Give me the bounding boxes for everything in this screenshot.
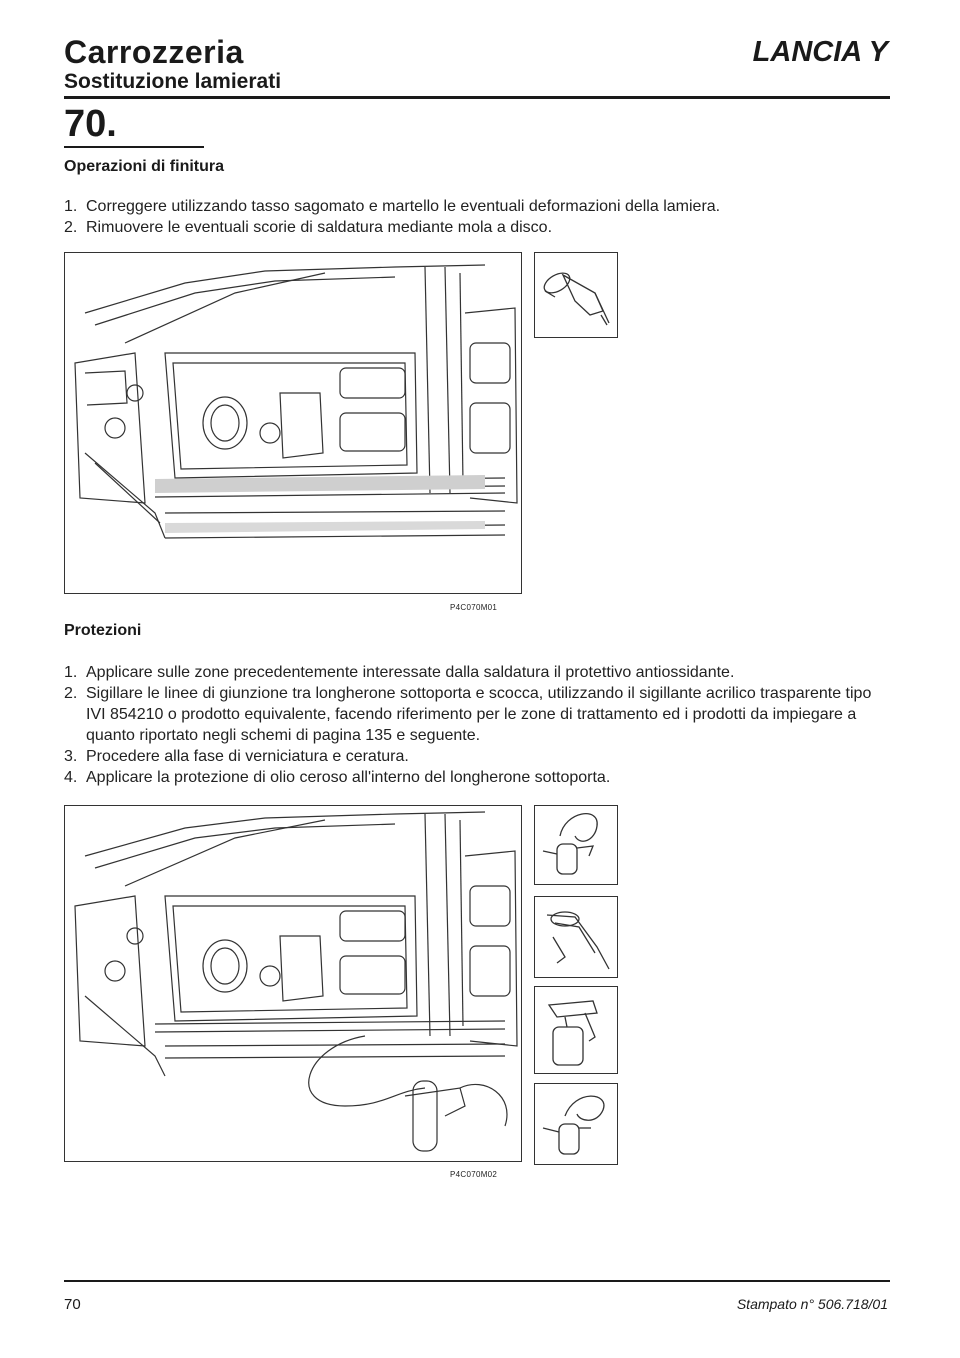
list-item: 3. Procedere alla fase di verniciatura e ceratura. (64, 748, 409, 765)
page-number: 70 (64, 1296, 81, 1313)
figure-1-code: P4C070M01 (450, 603, 498, 612)
wax-spray-gun-icon (534, 1083, 618, 1165)
disc-grinder-icon (534, 252, 618, 338)
finishing-list (64, 196, 884, 238)
chapter-title: Carrozzeria (64, 34, 244, 70)
protection-list (64, 662, 890, 788)
chapter-subtitle: Sostituzione lamierati (64, 70, 282, 93)
paint-spray-gun-icon (534, 986, 618, 1074)
footer-rule (64, 1280, 890, 1282)
spray-gun-hose-icon (534, 805, 618, 885)
list-item: 2. Rimuovere le eventuali scorie di saldatura mediante mola a disco. (64, 219, 553, 236)
protection-heading: Protezioni (64, 622, 142, 639)
figure-2-code: P4C070M02 (450, 1170, 498, 1179)
list-item: 2. Sigillare le linee di giunzione tra longherone sottoporta e scocca, utilizzando il sigillante acrilico trasparente tipo IVI 854210 o prodotto equivalente, facendo riferimento per le zone di trattamento ed i prodotti da impiegare a quanto riportato negli schemi di pagina 135 e seguente. (64, 685, 872, 744)
list-item: 1. Applicare sulle zone precedentemente interessate dalla saldatura il protettivo antiossidante. (64, 664, 735, 681)
figure-2-sill-treatment-illustration (64, 805, 522, 1162)
print-reference: Stampato n° 506.718/01 (736, 1296, 888, 1312)
finishing-heading: Operazioni di finitura (64, 158, 225, 175)
brand-name: LANCIA Y (752, 36, 888, 68)
list-item: 1. Correggere utilizzando tasso sagomato e martello le eventuali deformazioni della lamiera. (64, 198, 721, 215)
header-rule (64, 96, 890, 99)
section-rule (64, 146, 204, 148)
sealant-gun-icon (534, 896, 618, 978)
list-item: 4. Applicare la protezione di olio ceroso all'interno del longherone sottoporta. (64, 769, 611, 786)
section-number: 70. (64, 103, 117, 145)
figure-1-body-side-illustration (64, 252, 522, 594)
